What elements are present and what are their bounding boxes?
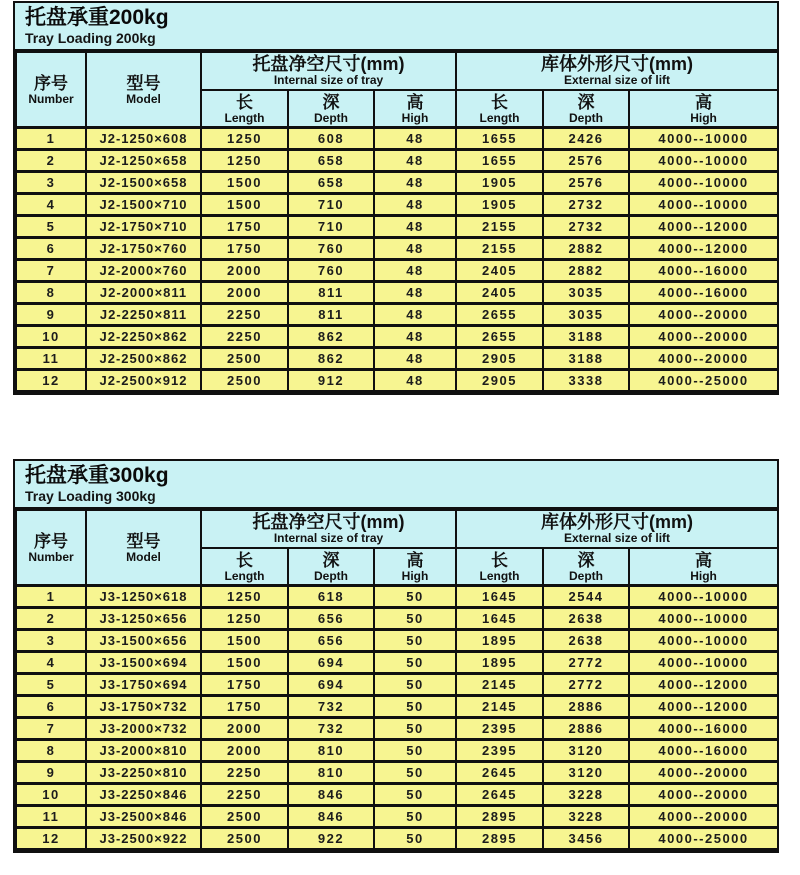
cell-internal-high: 50	[374, 762, 456, 784]
cell-external-depth: 3035	[543, 304, 629, 326]
table-title-en: Tray Loading 200kg	[25, 30, 156, 46]
table-row	[16, 630, 778, 652]
cell-external-length: 1905	[456, 172, 543, 194]
cell-external-length: 1905	[456, 194, 543, 216]
cell-internal-depth: 922	[288, 828, 374, 850]
cell-external-depth: 2544	[543, 586, 629, 608]
label-en: Length	[224, 110, 265, 125]
cell-internal-length: 1500	[201, 194, 288, 216]
cell-internal-length: 1500	[201, 172, 288, 194]
cell-internal-depth: 846	[288, 806, 374, 828]
col-header-internal-high	[374, 548, 456, 586]
table-row	[16, 282, 778, 304]
cell-external-depth: 2882	[543, 260, 629, 282]
cell-internal-length: 1750	[201, 238, 288, 260]
cell-external-depth: 3188	[543, 326, 629, 348]
cell-number: 7	[16, 718, 86, 740]
label-en: High	[401, 568, 429, 583]
table-title-zh: 托盘承重200kg	[25, 6, 169, 29]
label-zh: 深	[577, 550, 595, 570]
cell-internal-length: 2500	[201, 370, 288, 392]
cell-internal-length: 2000	[201, 740, 288, 762]
cell-external-high: 4000--10000	[629, 652, 778, 674]
table-row	[16, 652, 778, 674]
cell-external-length: 2395	[456, 740, 543, 762]
cell-number: 8	[16, 740, 86, 762]
cell-number: 11	[16, 348, 86, 370]
cell-model: J2-1500×658	[86, 172, 201, 194]
cell-external-depth: 3228	[543, 806, 629, 828]
cell-number: 1	[16, 586, 86, 608]
cell-external-length: 2405	[456, 282, 543, 304]
cell-internal-length: 2250	[201, 326, 288, 348]
table-row	[16, 194, 778, 216]
cell-model: J2-2250×811	[86, 304, 201, 326]
cell-internal-depth: 811	[288, 304, 374, 326]
cell-internal-depth: 658	[288, 172, 374, 194]
cell-model: J2-2000×811	[86, 282, 201, 304]
table-row	[16, 150, 778, 172]
cell-number: 4	[16, 652, 86, 674]
label-zh: 深	[322, 92, 340, 112]
cell-number: 10	[16, 326, 86, 348]
table-row	[16, 238, 778, 260]
cell-external-high: 4000--10000	[629, 194, 778, 216]
cell-internal-length: 1750	[201, 216, 288, 238]
cell-model: J3-1500×694	[86, 652, 201, 674]
cell-number: 9	[16, 304, 86, 326]
cell-internal-length: 1250	[201, 128, 288, 150]
label-zh: 深	[577, 92, 595, 112]
cell-number: 5	[16, 674, 86, 696]
col-group-external-size	[456, 510, 778, 548]
spec-grid	[15, 509, 779, 851]
cell-internal-depth: 618	[288, 586, 374, 608]
cell-external-length: 2155	[456, 238, 543, 260]
cell-external-depth: 2638	[543, 608, 629, 630]
cell-internal-high: 48	[374, 348, 456, 370]
table-row	[16, 304, 778, 326]
col-header-model	[86, 52, 201, 128]
table-row	[16, 608, 778, 630]
col-group-external-zh: 库体外形尺寸(mm)	[541, 512, 694, 532]
cell-external-depth: 2732	[543, 194, 629, 216]
cell-number: 12	[16, 370, 86, 392]
cell-external-depth: 2886	[543, 696, 629, 718]
label-zh: 深	[322, 550, 340, 570]
cell-external-high: 4000--16000	[629, 260, 778, 282]
cell-internal-depth: 732	[288, 718, 374, 740]
cell-model: J2-1250×608	[86, 128, 201, 150]
cell-internal-length: 1750	[201, 696, 288, 718]
cell-external-high: 4000--25000	[629, 828, 778, 850]
table-row	[16, 348, 778, 370]
cell-external-depth: 2638	[543, 630, 629, 652]
cell-external-high: 4000--12000	[629, 216, 778, 238]
cell-external-length: 2645	[456, 784, 543, 806]
cell-internal-high: 48	[374, 172, 456, 194]
table-row	[16, 260, 778, 282]
col-header-model-en: Model	[126, 91, 161, 106]
label-en: Depth	[314, 110, 348, 125]
cell-external-length: 2895	[456, 806, 543, 828]
cell-model: J3-2500×846	[86, 806, 201, 828]
cell-number: 4	[16, 194, 86, 216]
cell-number: 3	[16, 630, 86, 652]
col-group-internal-en: Internal size of tray	[273, 73, 384, 87]
table-title-band	[15, 461, 777, 509]
cell-number: 8	[16, 282, 86, 304]
cell-internal-depth: 760	[288, 260, 374, 282]
cell-external-length: 2895	[456, 828, 543, 850]
cell-internal-length: 1250	[201, 586, 288, 608]
cell-internal-high: 48	[374, 282, 456, 304]
spec-grid	[15, 51, 779, 393]
cell-number: 2	[16, 608, 86, 630]
table-row	[16, 172, 778, 194]
table-row	[16, 128, 778, 150]
cell-internal-high: 48	[374, 326, 456, 348]
header-row-groups	[16, 510, 778, 548]
col-header-internal-length	[201, 90, 288, 128]
cell-external-length: 2655	[456, 326, 543, 348]
cell-model: J2-1750×710	[86, 216, 201, 238]
cell-model: J3-2500×922	[86, 828, 201, 850]
cell-number: 6	[16, 696, 86, 718]
col-header-number-zh: 序号	[34, 73, 68, 93]
cell-internal-depth: 656	[288, 608, 374, 630]
cell-number: 9	[16, 762, 86, 784]
cell-external-high: 4000--20000	[629, 784, 778, 806]
cell-external-high: 4000--20000	[629, 806, 778, 828]
label-en: Depth	[314, 568, 348, 583]
table-body	[16, 128, 778, 392]
cell-external-depth: 3456	[543, 828, 629, 850]
cell-external-high: 4000--25000	[629, 370, 778, 392]
table-body	[16, 586, 778, 850]
col-group-external-zh: 库体外形尺寸(mm)	[541, 54, 694, 74]
cell-model: J2-1750×760	[86, 238, 201, 260]
col-header-internal-depth	[288, 90, 374, 128]
col-header-external-length	[456, 90, 543, 128]
cell-external-depth: 2576	[543, 150, 629, 172]
table-title-band	[15, 3, 777, 51]
cell-external-length: 2405	[456, 260, 543, 282]
table-row	[16, 326, 778, 348]
cell-number: 7	[16, 260, 86, 282]
col-header-model-en: Model	[126, 549, 161, 564]
table-row	[16, 784, 778, 806]
cell-internal-depth: 710	[288, 194, 374, 216]
label-en: Length	[479, 110, 520, 125]
col-header-number	[16, 52, 86, 128]
label-zh: 长	[491, 92, 509, 112]
cell-external-high: 4000--20000	[629, 762, 778, 784]
cell-external-high: 4000--16000	[629, 740, 778, 762]
table-row	[16, 718, 778, 740]
col-group-internal-zh: 托盘净空尺寸(mm)	[252, 54, 405, 74]
cell-internal-length: 2000	[201, 718, 288, 740]
label-zh: 高	[406, 550, 424, 570]
cell-external-high: 4000--20000	[629, 348, 778, 370]
spec-table-200kg	[13, 1, 779, 395]
cell-external-depth: 3338	[543, 370, 629, 392]
cell-internal-depth: 656	[288, 630, 374, 652]
cell-external-length: 2155	[456, 216, 543, 238]
cell-number: 5	[16, 216, 86, 238]
cell-internal-depth: 810	[288, 762, 374, 784]
col-header-number-zh: 序号	[34, 531, 68, 551]
cell-external-length: 2655	[456, 304, 543, 326]
cell-model: J3-2000×810	[86, 740, 201, 762]
cell-external-length: 1655	[456, 128, 543, 150]
cell-internal-high: 50	[374, 696, 456, 718]
label-en: High	[690, 568, 717, 583]
col-group-internal-zh: 托盘净空尺寸(mm)	[252, 512, 405, 532]
cell-internal-length: 2250	[201, 762, 288, 784]
col-header-external-depth	[543, 90, 629, 128]
col-header-internal-depth	[288, 548, 374, 586]
cell-internal-high: 48	[374, 238, 456, 260]
cell-external-length: 2145	[456, 674, 543, 696]
col-group-internal-en: Internal size of tray	[273, 531, 384, 545]
label-en: Depth	[569, 110, 604, 125]
cell-internal-high: 50	[374, 674, 456, 696]
cell-model: J3-1750×732	[86, 696, 201, 718]
cell-internal-length: 1750	[201, 674, 288, 696]
cell-external-high: 4000--10000	[629, 608, 778, 630]
label-zh: 高	[406, 92, 424, 112]
table-row	[16, 674, 778, 696]
cell-model: J3-2000×732	[86, 718, 201, 740]
cell-external-length: 1655	[456, 150, 543, 172]
cell-internal-length: 2500	[201, 806, 288, 828]
col-header-model-zh: 型号	[126, 531, 161, 551]
cell-external-depth: 3035	[543, 282, 629, 304]
cell-number: 12	[16, 828, 86, 850]
cell-external-length: 1895	[456, 652, 543, 674]
table-row	[16, 762, 778, 784]
col-group-external-size	[456, 52, 778, 90]
cell-external-length: 2905	[456, 370, 543, 392]
table-row	[16, 696, 778, 718]
cell-internal-depth: 694	[288, 674, 374, 696]
cell-external-high: 4000--10000	[629, 630, 778, 652]
cell-external-high: 4000--12000	[629, 696, 778, 718]
col-header-number-en: Number	[28, 91, 74, 106]
label-zh: 高	[695, 550, 713, 570]
col-header-external-high	[629, 90, 778, 128]
cell-external-high: 4000--12000	[629, 674, 778, 696]
cell-internal-depth: 912	[288, 370, 374, 392]
cell-internal-high: 48	[374, 260, 456, 282]
cell-internal-high: 48	[374, 304, 456, 326]
cell-internal-high: 50	[374, 652, 456, 674]
cell-internal-high: 48	[374, 194, 456, 216]
cell-number: 11	[16, 806, 86, 828]
cell-number: 10	[16, 784, 86, 806]
cell-model: J3-2250×810	[86, 762, 201, 784]
col-header-internal-high	[374, 90, 456, 128]
label-en: Length	[224, 568, 265, 583]
cell-model: J2-1250×658	[86, 150, 201, 172]
cell-internal-length: 1250	[201, 150, 288, 172]
cell-model: J2-2250×862	[86, 326, 201, 348]
cell-external-depth: 2772	[543, 674, 629, 696]
cell-internal-high: 48	[374, 216, 456, 238]
cell-model: J2-1500×710	[86, 194, 201, 216]
cell-internal-high: 50	[374, 828, 456, 850]
label-en: Depth	[569, 568, 604, 583]
col-header-internal-length	[201, 548, 288, 586]
table-row	[16, 828, 778, 850]
cell-internal-depth: 811	[288, 282, 374, 304]
cell-number: 6	[16, 238, 86, 260]
cell-number: 2	[16, 150, 86, 172]
cell-external-depth: 2772	[543, 652, 629, 674]
cell-external-depth: 2426	[543, 128, 629, 150]
cell-internal-depth: 862	[288, 326, 374, 348]
cell-internal-length: 1500	[201, 652, 288, 674]
cell-internal-high: 50	[374, 608, 456, 630]
table-row	[16, 370, 778, 392]
col-header-external-depth	[543, 548, 629, 586]
table-title-zh: 托盘承重300kg	[25, 464, 169, 487]
col-group-external-en: External size of lift	[564, 73, 671, 87]
cell-number: 3	[16, 172, 86, 194]
cell-internal-high: 50	[374, 740, 456, 762]
cell-internal-high: 50	[374, 784, 456, 806]
label-zh: 长	[491, 550, 509, 570]
cell-internal-depth: 658	[288, 150, 374, 172]
cell-internal-length: 2500	[201, 828, 288, 850]
cell-model: J2-2500×912	[86, 370, 201, 392]
table-row	[16, 740, 778, 762]
cell-internal-depth: 760	[288, 238, 374, 260]
col-group-internal-size	[201, 52, 456, 90]
cell-external-depth: 2886	[543, 718, 629, 740]
col-group-external-en: External size of lift	[564, 531, 671, 545]
cell-model: J2-2000×760	[86, 260, 201, 282]
cell-internal-high: 50	[374, 586, 456, 608]
cell-internal-depth: 608	[288, 128, 374, 150]
cell-external-high: 4000--10000	[629, 128, 778, 150]
cell-internal-depth: 732	[288, 696, 374, 718]
cell-model: J3-1250×618	[86, 586, 201, 608]
cell-model: J2-2500×862	[86, 348, 201, 370]
cell-internal-depth: 862	[288, 348, 374, 370]
cell-external-length: 1645	[456, 608, 543, 630]
table-row	[16, 806, 778, 828]
cell-external-length: 2905	[456, 348, 543, 370]
cell-internal-length: 2500	[201, 348, 288, 370]
cell-external-length: 2645	[456, 762, 543, 784]
cell-internal-depth: 710	[288, 216, 374, 238]
cell-internal-depth: 694	[288, 652, 374, 674]
cell-internal-length: 2250	[201, 304, 288, 326]
cell-model: J3-1500×656	[86, 630, 201, 652]
header-row-groups	[16, 52, 778, 90]
cell-external-high: 4000--20000	[629, 326, 778, 348]
table-title-en: Tray Loading 300kg	[25, 488, 156, 504]
label-zh: 长	[236, 550, 253, 570]
cell-internal-high: 50	[374, 806, 456, 828]
cell-internal-high: 50	[374, 630, 456, 652]
label-zh: 长	[236, 92, 253, 112]
cell-external-high: 4000--16000	[629, 282, 778, 304]
cell-internal-length: 1500	[201, 630, 288, 652]
cell-external-high: 4000--10000	[629, 586, 778, 608]
cell-internal-length: 1250	[201, 608, 288, 630]
cell-internal-high: 50	[374, 718, 456, 740]
col-header-external-high	[629, 548, 778, 586]
spec-table-300kg	[13, 459, 779, 853]
label-zh: 高	[695, 92, 713, 112]
cell-external-length: 2145	[456, 696, 543, 718]
cell-external-depth: 3188	[543, 348, 629, 370]
cell-external-length: 2395	[456, 718, 543, 740]
cell-external-length: 1895	[456, 630, 543, 652]
cell-external-depth: 3228	[543, 784, 629, 806]
cell-internal-high: 48	[374, 128, 456, 150]
cell-internal-length: 2250	[201, 784, 288, 806]
cell-internal-length: 2000	[201, 282, 288, 304]
cell-external-length: 1645	[456, 586, 543, 608]
table-row	[16, 586, 778, 608]
cell-external-high: 4000--10000	[629, 150, 778, 172]
cell-external-depth: 3120	[543, 762, 629, 784]
cell-model: J3-2250×846	[86, 784, 201, 806]
cell-external-high: 4000--12000	[629, 238, 778, 260]
cell-model: J3-1250×656	[86, 608, 201, 630]
cell-external-high: 4000--16000	[629, 718, 778, 740]
cell-external-depth: 2732	[543, 216, 629, 238]
col-header-model	[86, 510, 201, 586]
cell-external-high: 4000--20000	[629, 304, 778, 326]
label-en: High	[401, 110, 429, 125]
col-group-internal-size	[201, 510, 456, 548]
cell-external-high: 4000--10000	[629, 172, 778, 194]
cell-number: 1	[16, 128, 86, 150]
cell-external-depth: 2576	[543, 172, 629, 194]
table-row	[16, 216, 778, 238]
cell-internal-depth: 810	[288, 740, 374, 762]
col-header-external-length	[456, 548, 543, 586]
label-en: High	[690, 110, 717, 125]
col-header-number-en: Number	[28, 549, 74, 564]
label-en: Length	[479, 568, 520, 583]
cell-model: J3-1750×694	[86, 674, 201, 696]
cell-internal-high: 48	[374, 370, 456, 392]
col-header-model-zh: 型号	[126, 73, 161, 93]
col-header-number	[16, 510, 86, 586]
cell-internal-depth: 846	[288, 784, 374, 806]
cell-external-depth: 2882	[543, 238, 629, 260]
cell-internal-length: 2000	[201, 260, 288, 282]
cell-internal-high: 48	[374, 150, 456, 172]
cell-external-depth: 3120	[543, 740, 629, 762]
